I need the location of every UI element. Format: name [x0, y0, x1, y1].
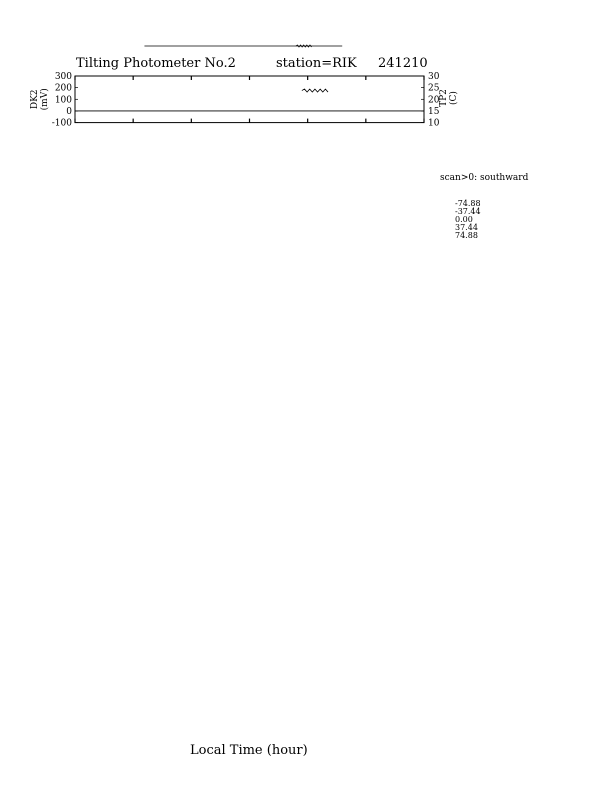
y-tick-label: 100 — [54, 95, 72, 106]
scan-legend-item: -74.88 — [455, 199, 481, 208]
date-label: 241210 — [378, 56, 428, 71]
dark-current-trace — [302, 89, 328, 92]
scan-direction-note: scan>0: southward — [440, 173, 529, 183]
y-tick-label: 300 — [54, 72, 72, 82]
right-tick-label: 10 — [428, 118, 440, 129]
y-tick-label: 200 — [54, 83, 72, 94]
right-tick-label: 20 — [428, 95, 440, 106]
y-axis-label: DK2 — [30, 89, 40, 110]
right-axis-label: TP2 — [439, 89, 449, 107]
y-tick-label: -100 — [51, 118, 72, 129]
scan-legend-item: 37.44 — [455, 223, 478, 232]
right-tick-label: 25 — [428, 83, 440, 94]
scan-legend-item: 74.88 — [455, 231, 478, 240]
panel-frame — [75, 76, 424, 123]
x-axis-title: Local Time (hour) — [190, 743, 308, 758]
right-tick-label: 30 — [428, 72, 440, 82]
y-axis-label: (mV) — [40, 88, 50, 111]
scan-legend-item: -37.44 — [455, 207, 481, 216]
chart-title: Tilting Photometer No.2 — [76, 56, 236, 71]
right-tick-label: 15 — [428, 106, 440, 117]
y-tick-label: 0 — [66, 106, 72, 117]
scan-legend-item: 0.00 — [455, 215, 473, 224]
station-label: station=RIK — [276, 56, 357, 71]
right-axis-label: (C) — [449, 91, 459, 105]
